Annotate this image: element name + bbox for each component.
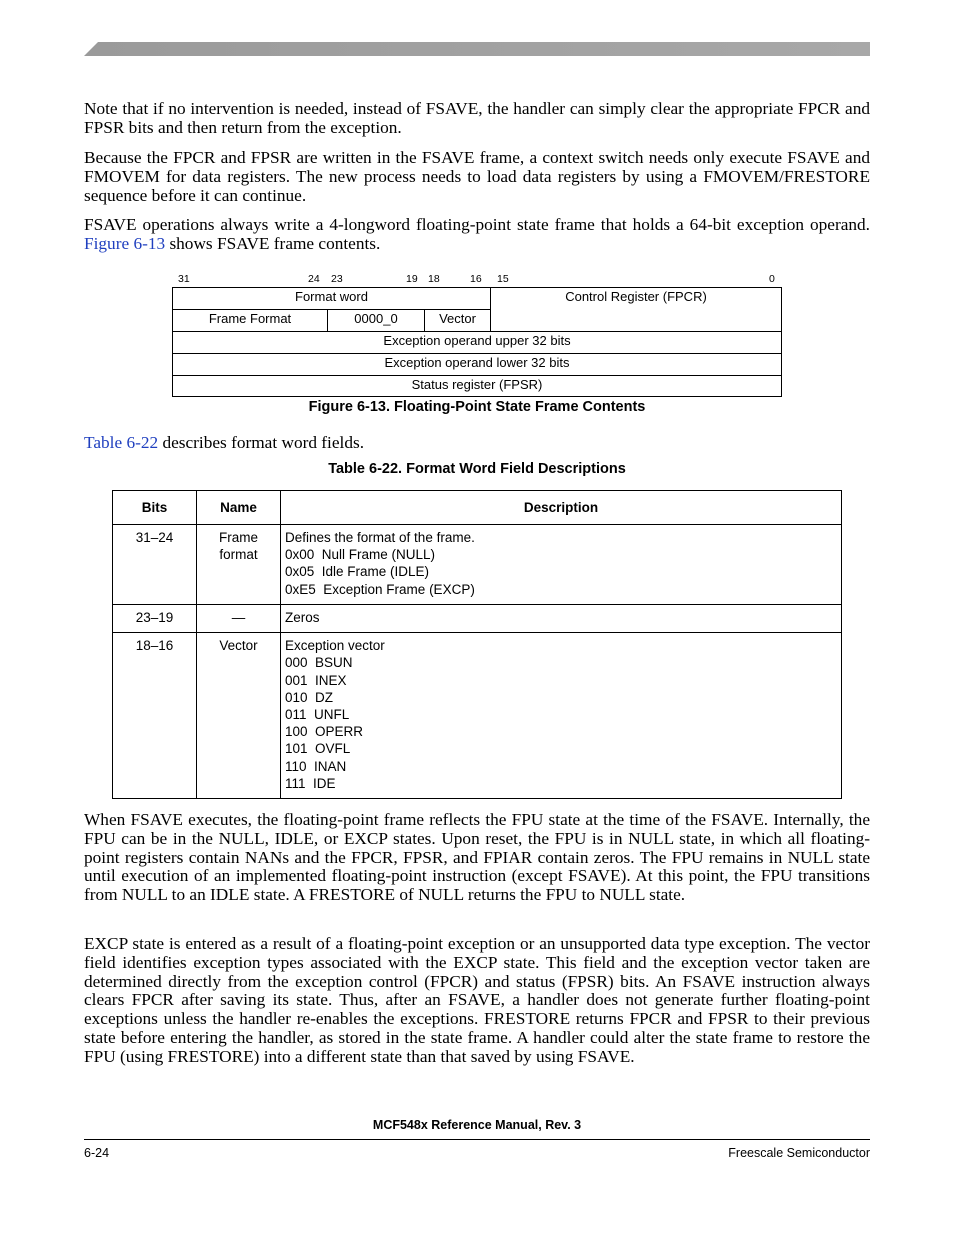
table-row (113, 605, 842, 633)
name-cell: — (197, 605, 281, 633)
paragraph-intervention: Note that if no intervention is needed, instead of FSAVE, the handler can simply clear the appropriate FPCR and FPSR bits and then return from the exception. (84, 99, 870, 137)
description-line: 001 INEX (285, 672, 347, 688)
table-row (113, 525, 842, 605)
paragraph-fsave-executes: When FSAVE executes, the floating-point frame reflects the FPU state at the time of the FSAVE. Internally, the FPU can be in the NULL, IDLE, or EXCP states. Upon reset, the FPU is in NULL state, in which all floating-point registers contain NANs and the FPCR, FPSR, and FPIAR contain zeros. The FPU remains in NULL state until execution of an implemented floating-point instruction (except FSAVE). At this point, the FPU transitions from NULL to an IDLE state. A FRESTORE of NULL returns the FPU to NULL state. (84, 810, 870, 905)
table-row (113, 633, 842, 799)
column-header-description: Description (281, 491, 842, 525)
figure-caption: Figure 6-13. Floating-Point State Frame Contents (308, 399, 646, 415)
bit-label-18: 18 (428, 273, 440, 285)
bit-label-31: 31 (178, 273, 190, 285)
name-line: Frame (218, 530, 258, 545)
paragraph-text: FSAVE operations always write a 4-longword floating-point state frame that holds a 64-bit exception operand. (84, 215, 870, 234)
description-line: Defines the format of the frame. (285, 530, 475, 545)
control-register-cell: Control Register (FPCR) (490, 287, 782, 332)
frame-format-cell: Frame Format (172, 309, 328, 332)
description-cell: Zeros (281, 605, 842, 633)
description-line: 100 OPERR (285, 724, 364, 740)
footer-divider (84, 1139, 870, 1140)
vector-cell: Vector (424, 309, 491, 332)
zero-field-cell: 0000_0 (327, 309, 425, 332)
bits-cell: 23–19 (113, 605, 197, 633)
name-cell: Vector (197, 633, 281, 799)
description-line: 110 INAN (285, 758, 347, 774)
bit-label-24: 24 (308, 273, 320, 285)
status-register-cell: Status register (FPSR) (172, 375, 782, 397)
format-word-cell: Format word (172, 287, 491, 310)
name-line: format (219, 547, 258, 563)
paragraph-context-switch: Because the FPCR and FPSR are written in the FSAVE frame, a context switch needs only execute FSAVE and FMOVEM for data registers. The new process needs to load data registers by using a FMOVEM/FRESTORE sequence before it can continue. (84, 148, 870, 205)
figure-6-13-link[interactable]: Figure 6-13 (84, 233, 166, 253)
bit-label-19: 19 (406, 273, 418, 285)
paragraph-text: describes format word fields. (158, 433, 365, 452)
description-line: 101 OVFL (285, 741, 351, 757)
description-line: 000 BSUN (285, 655, 353, 671)
bits-cell: 31–24 (113, 525, 197, 605)
operand-lower-cell: Exception operand lower 32 bits (172, 353, 782, 376)
bits-cell: 18–16 (113, 633, 197, 799)
column-header-name: Name (197, 491, 281, 525)
description-cell (281, 633, 842, 799)
description-line: Exception vector (285, 638, 385, 654)
table-header-row (113, 491, 842, 525)
format-word-table (112, 490, 842, 799)
paragraph-text: shows FSAVE frame contents. (165, 233, 381, 253)
footer-company: Freescale Semiconductor (728, 1146, 870, 1160)
header-bar (84, 42, 870, 56)
description-cell (281, 525, 842, 605)
description-line: 010 DZ (285, 689, 334, 705)
operand-upper-cell: Exception operand upper 32 bits (172, 331, 782, 354)
bit-label-16: 16 (470, 273, 482, 285)
description-line: 111 IDE (285, 775, 336, 791)
name-cell (197, 525, 281, 605)
footer-manual-title: MCF548x Reference Manual, Rev. 3 (372, 1118, 582, 1132)
description-line: 0x05 Idle Frame (IDLE) (285, 564, 430, 580)
bit-label-23: 23 (331, 273, 343, 285)
paragraph-table-ref (84, 434, 870, 453)
bit-label-0: 0 (769, 273, 775, 285)
column-header-bits: Bits (113, 491, 197, 525)
description-line: 0xE5 Exception Frame (EXCP) (285, 581, 475, 597)
bit-label-15: 15 (497, 273, 509, 285)
table-6-22-link[interactable]: Table 6-22 (84, 433, 159, 452)
table-caption: Table 6-22. Format Word Field Descriptions (328, 461, 626, 477)
footer-page-number: 6-24 (84, 1146, 110, 1160)
paragraph-excp-state: EXCP state is entered as a result of a floating-point exception or an unsupported data type exception. The vector field identifies exception types associated with the EXCP state. This field and the exception vector taken are determined directly from the exception control (FPCR) and status (FPSR) bits. An FSAVE instruction always clears FPCR after saving its state. Thus, after an FSAVE, a handler does not generate further floating-point exceptions unless the handler re-enables the exceptions. FRESTORE returns FPCR and FPSR to their previous state before entering the handler, as stored in the state frame. A handler could alter the state frame to restore the FPU (using FRESTORE) into a different state than that saved by using FSAVE. (84, 934, 870, 1066)
paragraph-fsave-operations (84, 216, 870, 254)
description-line: 0x00 Null Frame (NULL) (285, 547, 436, 563)
description-line: 011 UNFL (285, 707, 350, 723)
